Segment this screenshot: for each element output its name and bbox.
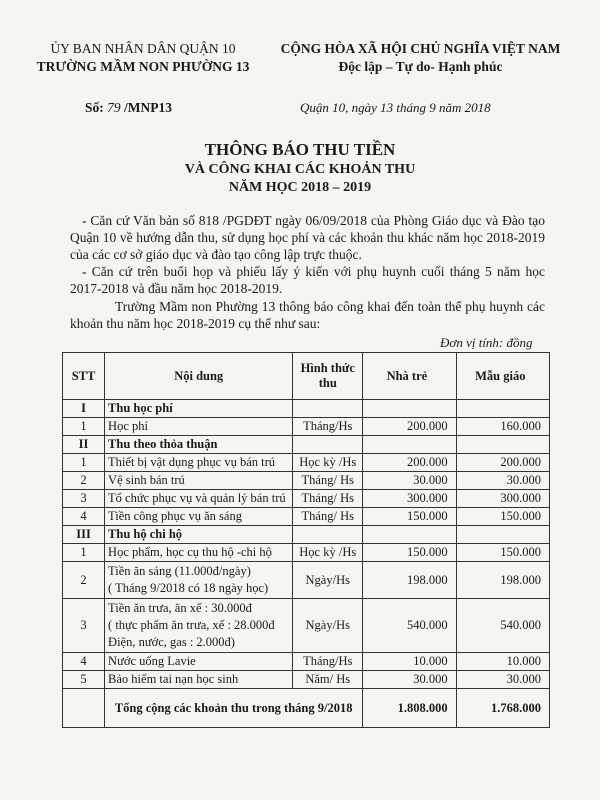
row-nursery: 198.000: [363, 562, 456, 599]
row-content: Tổ chức phục vụ và quản lý bán trú: [105, 490, 293, 508]
row-stt: 1: [63, 418, 105, 436]
row-content: [105, 599, 293, 653]
row-stt: 4: [63, 508, 105, 526]
row-nursery: 10.000: [363, 653, 456, 671]
row-content: Vệ sinh bán trú: [105, 472, 293, 490]
nation-line-2: Độc lập – Tự do- Hạnh phúc: [338, 59, 503, 74]
org-line-2: TRƯỜNG MẦM NON PHƯỜNG 13: [36, 59, 250, 74]
national-motto: [258, 40, 583, 76]
section-row-agreement: [63, 436, 550, 454]
row-content-line-2: ( Tháng 9/2018 có 18 ngày học): [108, 581, 269, 595]
row-kindergarten: 300.000: [456, 490, 549, 508]
total-kindergarten: 1.768.000: [456, 689, 549, 728]
row-nursery: 150.000: [363, 508, 456, 526]
row-form: Ngày/Hs: [293, 562, 363, 599]
table-row: [63, 490, 550, 508]
header-nursery: Nhà trẻ: [363, 353, 456, 400]
title-line-2: VÀ CÔNG KHAI CÁC KHOẢN THU: [184, 162, 416, 177]
paragraph-basis-2: - Căn cứ trên buổi họp và phiếu lấy ý kiến với phụ huynh cuối tháng 5 năm học 2017-2018 và đầu năm học 2018-2019.: [70, 264, 545, 296]
row-form: Tháng/ Hs: [293, 490, 363, 508]
fees-table: [62, 352, 550, 728]
row-nursery: 150.000: [363, 544, 456, 562]
document-number: [85, 100, 172, 116]
row-kindergarten: 30.000: [456, 472, 549, 490]
paragraph-announcement: Trường Mầm non Phường 13 thông báo công khai đến toàn thể phụ huynh các khoản thu năm học 2018-2019 cụ thể như sau:: [70, 299, 545, 331]
header-form: Hình thức thu: [293, 353, 363, 400]
row-kindergarten: 30.000: [456, 671, 549, 689]
row-form: Học kỳ /Hs: [293, 544, 363, 562]
row-stt: 3: [63, 490, 105, 508]
table-row: [63, 562, 550, 599]
row-content: Bảo hiểm tai nạn học sinh: [105, 671, 293, 689]
doc-number-label: Số:: [85, 100, 104, 115]
section-number: III: [63, 526, 105, 544]
header-stt: STT: [63, 353, 105, 400]
row-content-line-1: Tiền ăn sáng (11.000đ/ngày): [108, 564, 251, 578]
row-form: Tháng/ Hs: [293, 472, 363, 490]
row-stt: 2: [63, 472, 105, 490]
row-kindergarten: 10.000: [456, 653, 549, 671]
row-content-line-3: Điện, nước, gas : 2.000đ): [108, 635, 235, 649]
row-content: Nước uống Lavie: [105, 653, 293, 671]
table-row: [63, 599, 550, 653]
paragraph-basis-1: - Căn cứ Văn bản số 818 /PGDĐT ngày 06/09/2018 của Phòng Giáo dục và Đào tạo Quận 10 về hướng dẫn thu, sử dụng học phí và các khoản thu khác năm học 2018-2019 của các cơ sở giáo dục và đào tạo công lập trực thuộc.: [70, 213, 545, 262]
row-nursery: 300.000: [363, 490, 456, 508]
row-content-line-2: ( thực phẩm ăn trưa, xế : 28.000đ: [108, 618, 275, 632]
row-kindergarten: 150.000: [456, 544, 549, 562]
row-kindergarten: 540.000: [456, 599, 549, 653]
section-number: I: [63, 400, 105, 418]
doc-number-value: 79: [107, 100, 121, 115]
row-content: [105, 562, 293, 599]
table-row: [63, 544, 550, 562]
row-stt: 4: [63, 653, 105, 671]
nation-line-1: CỘNG HÒA XÃ HỘI CHỦ NGHĨA VIỆT NAM: [280, 41, 561, 56]
row-nursery: 30.000: [363, 671, 456, 689]
row-content: Học phí: [105, 418, 293, 436]
row-form: Tháng/Hs: [293, 653, 363, 671]
table-row: [63, 653, 550, 671]
row-kindergarten: 150.000: [456, 508, 549, 526]
row-content: Thiết bị vật dụng phục vụ bán trú: [105, 454, 293, 472]
row-kindergarten: 198.000: [456, 562, 549, 599]
section-number: II: [63, 436, 105, 454]
table-header-row: [63, 353, 550, 400]
table-row: [63, 454, 550, 472]
row-nursery: 200.000: [363, 418, 456, 436]
title-line-3: NĂM HỌC 2018 – 2019: [228, 180, 372, 195]
row-form: Tháng/Hs: [293, 418, 363, 436]
row-nursery: 200.000: [363, 454, 456, 472]
header-kindergarten: Mẫu giáo: [456, 353, 549, 400]
row-form: Tháng/ Hs: [293, 508, 363, 526]
table-row: [63, 508, 550, 526]
row-form: Ngày/Hs: [293, 599, 363, 653]
row-form: Học kỳ /Hs: [293, 454, 363, 472]
row-stt: 1: [63, 454, 105, 472]
section-row-tuition: [63, 400, 550, 418]
row-kindergarten: 200.000: [456, 454, 549, 472]
document-date: Quận 10, ngày 13 tháng 9 năm 2018: [300, 100, 491, 115]
org-line-1: ỦY BAN NHÂN DÂN QUẬN 10: [50, 41, 236, 56]
row-nursery: 30.000: [363, 472, 456, 490]
row-content: Học phẩm, học cụ thu hộ -chi hộ: [105, 544, 293, 562]
table-row: [63, 418, 550, 436]
row-content: Tiền công phục vụ ăn sáng: [105, 508, 293, 526]
section-row-collection: [63, 526, 550, 544]
table-row: [63, 472, 550, 490]
row-stt: 1: [63, 544, 105, 562]
row-kindergarten: 160.000: [456, 418, 549, 436]
row-content-line-1: Tiền ăn trưa, ăn xế : 30.000đ: [108, 601, 252, 615]
currency-unit-note: Đơn vị tính: đồng: [440, 335, 533, 350]
section-title: Thu theo thỏa thuận: [105, 436, 293, 454]
row-stt: 2: [63, 562, 105, 599]
row-stt: 3: [63, 599, 105, 653]
table-row: [63, 671, 550, 689]
row-form: Năm/ Hs: [293, 671, 363, 689]
issuing-organization: [28, 40, 258, 76]
section-title: Thu học phí: [105, 400, 293, 418]
row-stt: 5: [63, 671, 105, 689]
total-nursery: 1.808.000: [363, 689, 456, 728]
total-row: [63, 689, 550, 728]
total-label: Tổng cộng các khoản thu trong tháng 9/2018: [105, 689, 363, 728]
title-line-1: THÔNG BÁO THU TIỀN: [204, 140, 396, 159]
section-title: Thu hộ chi hộ: [105, 526, 293, 544]
row-nursery: 540.000: [363, 599, 456, 653]
doc-number-suffix: /MNP13: [124, 100, 173, 115]
header-content: Nội dung: [105, 353, 293, 400]
